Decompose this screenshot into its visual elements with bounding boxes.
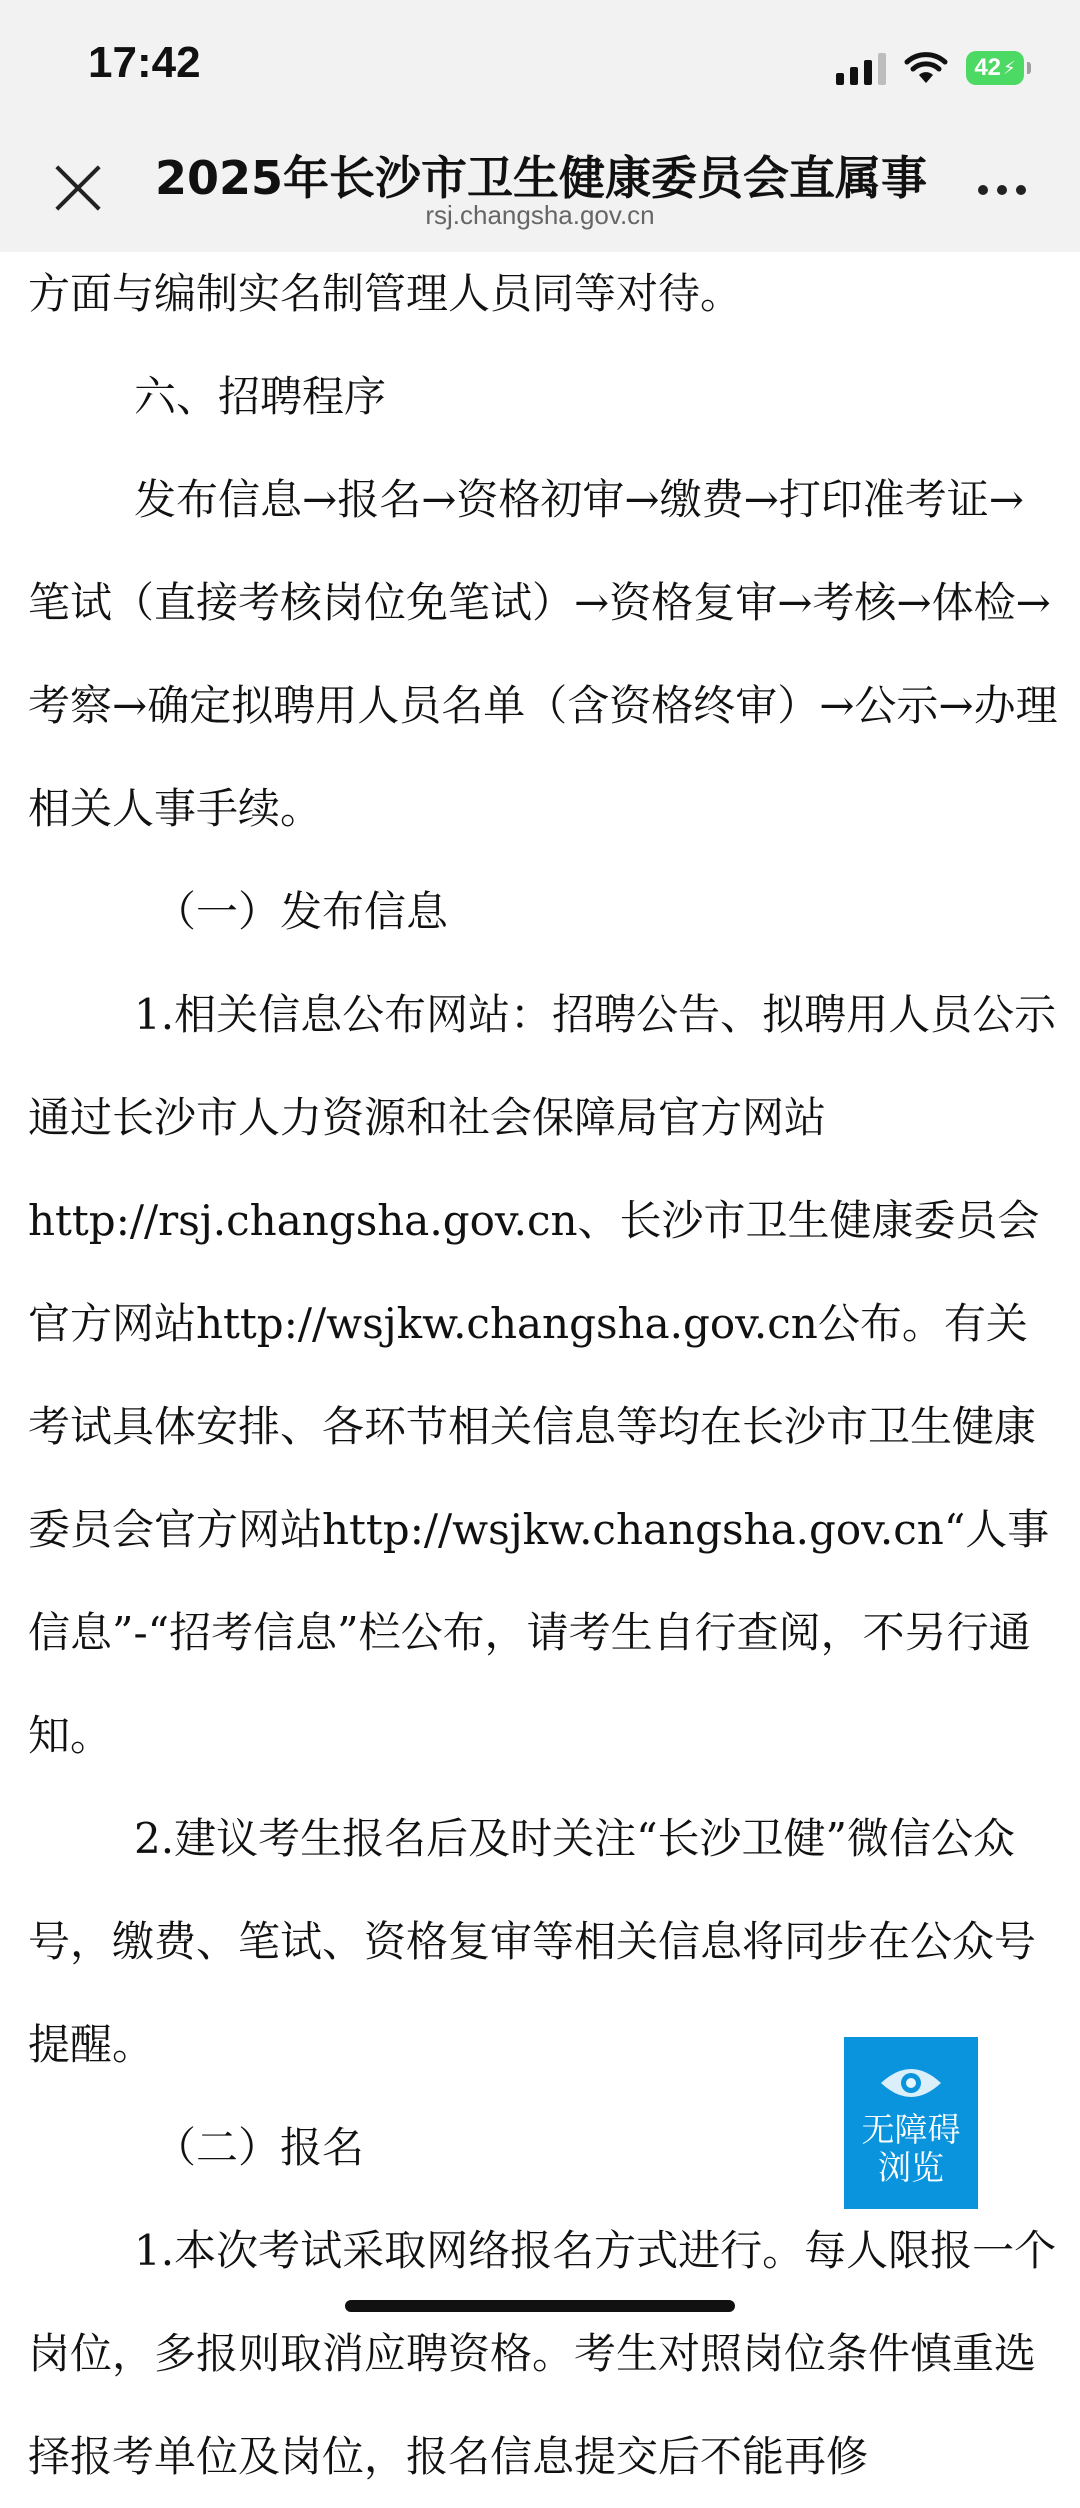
cellular-signal-icon bbox=[836, 51, 886, 85]
section-heading: 六、招聘程序 bbox=[134, 372, 387, 421]
home-indicator[interactable] bbox=[345, 2300, 735, 2312]
accessibility-browse-button[interactable] bbox=[844, 2037, 978, 2209]
eye-icon bbox=[879, 2063, 943, 2103]
status-icons bbox=[836, 44, 1024, 92]
status-time: 17:42 bbox=[88, 38, 201, 87]
page-title: 2025年长沙市卫生健康委员会直属事 bbox=[155, 151, 928, 205]
subsection-heading: （二）报名 bbox=[154, 2123, 365, 2172]
page-url: rsj.changsha.gov.cn bbox=[425, 200, 655, 230]
doc-paragraph: 发布信息→报名→资格初审→缴费→打印准考证→笔试（直接考核岗位免笔试）→资格复审→考核→体检→考察→确定拟聘用人员名单（含资格终审）→公示→办理相关人事手续。 bbox=[28, 475, 1058, 833]
doc-paragraph: 方面与编制实名制管理人员同等对待。 bbox=[28, 269, 743, 318]
doc-paragraph: 1.本次考试采取网络报名方式进行。每人限报一个岗位，多报则取消应聘资格。考生对照岗位条件慎重选择报考单位及岗位，报名信息提交后不能再修 bbox=[28, 2226, 1057, 2481]
browser-header bbox=[0, 0, 1080, 252]
doc-paragraph: 1.相关信息公布网站：招聘公告、拟聘用人员公示通过长沙市人力资源和社会保障局官方网站http://rsj.changsha.gov.cn、长沙市卫生健康委员会官方网站http://wsjkw.changsha.gov.cn公布。有关考试具体安排、各环节相关信息等均在长沙市卫生健康委员会官方网站http://wsjkw.changsha.gov.cn“人事信息”-“招考信息”栏公布，请考生自行查阅，不另行通知。 bbox=[28, 990, 1057, 1760]
wifi-icon bbox=[904, 51, 948, 85]
battery-charging-icon: 42 ⚡ bbox=[966, 51, 1024, 85]
more-dots-icon[interactable] bbox=[978, 185, 1026, 195]
battery-level: 42 bbox=[974, 54, 1002, 81]
doc-paragraph: 2.建议考生报名后及时关注“长沙卫健”微信公众号，缴费、笔试、资格复审等相关信息将同步在公众号提醒。 bbox=[28, 1814, 1037, 2069]
accessibility-label-line1: 无障碍 bbox=[861, 2110, 961, 2149]
accessibility-label-line2: 浏览 bbox=[878, 2148, 944, 2187]
subsection-heading: （一）发布信息 bbox=[154, 887, 449, 936]
